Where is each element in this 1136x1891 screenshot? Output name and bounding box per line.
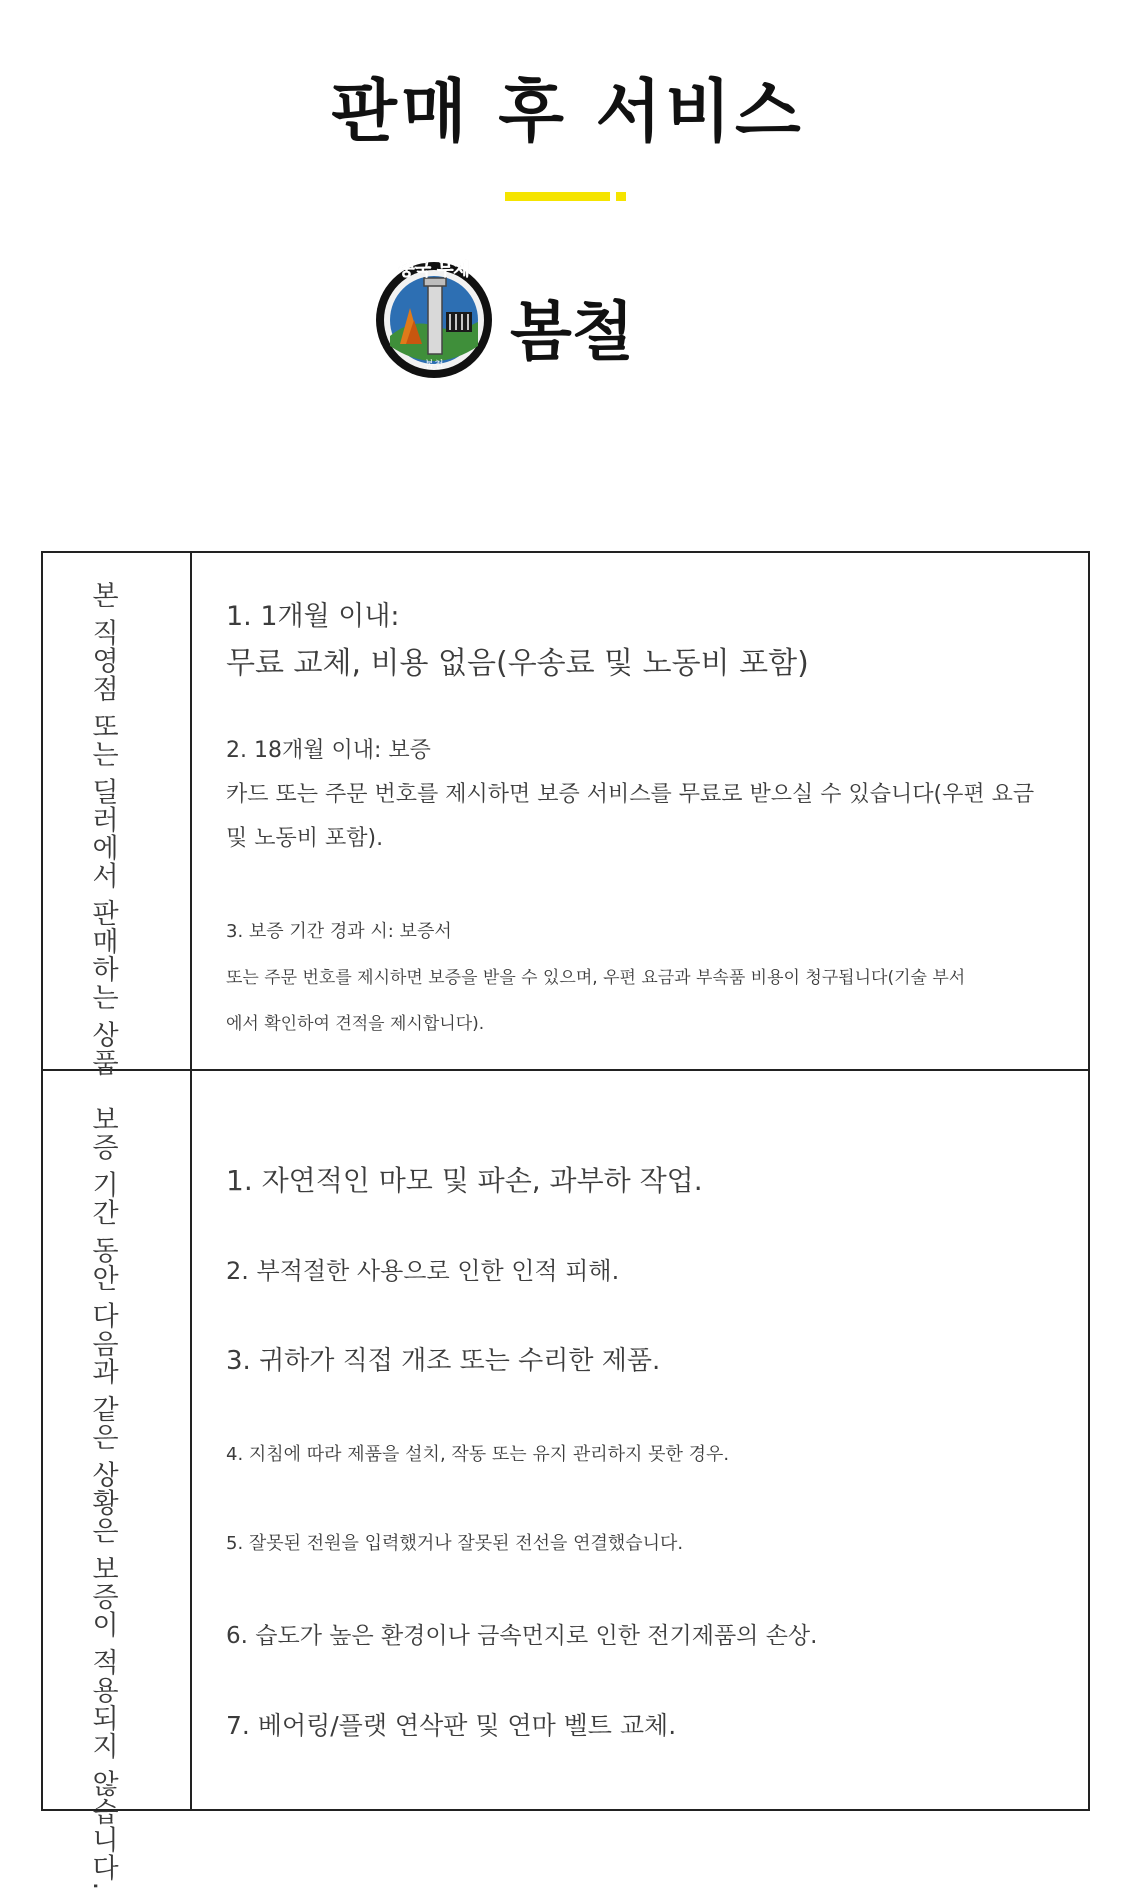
section1-item1-body: 무료 교체, 비용 없음(우송료 및 노동비 포함): [226, 646, 809, 681]
section1-item3-body-line1: 또는 주문 번호를 제시하면 보증을 받을 수 있으며, 우편 요금과 부속품 비용이 청구됩니다(기술 부서: [226, 968, 966, 988]
brand-name: 봄철: [510, 296, 634, 370]
section2-header: 보증 기간 동안 다음과 같은 상황은 보증이 적용되지 않습니다.: [87, 1105, 118, 1891]
table-divider-vertical: [190, 553, 192, 1809]
page-title: 판매 후 서비스: [331, 73, 805, 152]
section1-item1-title: 1. 1개월 이내:: [226, 601, 400, 632]
section1-item3-body-line2: 에서 확인하여 견적을 제시합니다).: [226, 1014, 485, 1034]
title-underline-dot: [616, 192, 626, 201]
section2-item-4: 4. 지침에 따라 제품을 설치, 작동 또는 유지 관리하지 못한 경우.: [226, 1444, 730, 1465]
logo-text-bottom: 봄철: [424, 360, 444, 371]
tower-emblem-icon: [372, 256, 496, 380]
section2-item-1: 1. 자연적인 마모 및 파손, 과부하 작업.: [226, 1164, 703, 1197]
section2-item-2: 2. 부적절한 사용으로 인한 인적 피해.: [226, 1257, 620, 1285]
section2-item-7: 7. 베어링/플랫 연삭판 및 연마 벨트 교체.: [226, 1711, 677, 1740]
section1-header: 본 직영점 또는 딜러에서 판매하는 상품: [87, 581, 118, 1077]
section1-item2-body-line2: 및 노동비 포함).: [226, 826, 384, 851]
section1-item2-title: 2. 18개월 이내: 보증: [226, 738, 431, 763]
section2-item-6: 6. 습도가 높은 환경이나 금속먼지로 인한 전기제품의 손상.: [226, 1623, 818, 1649]
section2-item-3: 3. 귀하가 직접 개조 또는 수리한 제품.: [226, 1346, 661, 1376]
warranty-table: [41, 551, 1090, 1891]
section2-item-5: 5. 잘못된 전원을 입력했거나 잘못된 전선을 연결했습니다.: [226, 1533, 684, 1554]
logo-text-top: 중국 무체: [398, 260, 470, 280]
section1-item3-title: 3. 보증 기간 경과 시: 보증서: [226, 921, 452, 942]
section1-item2-body-line1: 카드 또는 주문 번호를 제시하면 보증 서비스를 무료로 받으실 수 있습니다(우편 요금: [226, 782, 1035, 807]
table-divider-horizontal: [43, 1069, 1088, 1071]
title-underline: [505, 192, 610, 201]
